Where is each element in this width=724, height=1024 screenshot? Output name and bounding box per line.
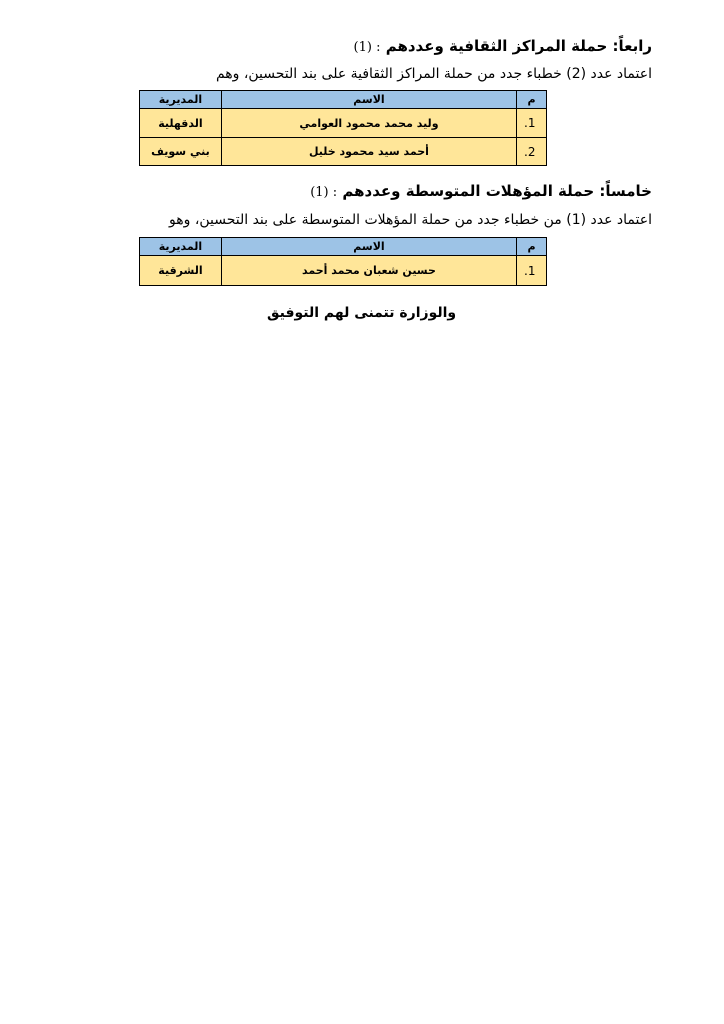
- header-index: م: [517, 238, 547, 256]
- table-header-row: [140, 238, 547, 256]
- section4-count: : (1): [353, 40, 381, 55]
- section4-heading: [354, 36, 653, 58]
- section5-paragraph: اعتماد عدد (1) من خطباء جدد من حملة المؤهلات المتوسطة على بند التحسين، وهو: [169, 212, 652, 228]
- row-directorate: الدقهلية: [140, 109, 222, 138]
- table-row: [140, 256, 547, 286]
- header-directorate: المديرية: [140, 91, 222, 109]
- header-name: الاسم: [221, 91, 516, 109]
- row-index: 2.: [517, 138, 547, 166]
- header-name: الاسم: [221, 238, 516, 256]
- header-directorate: المديرية: [140, 238, 222, 256]
- section4-heading-label: رابعاً: [618, 37, 652, 55]
- table-row: [140, 138, 547, 166]
- section5-heading-text: : حملة المؤهلات المتوسطة وعددهم: [342, 182, 606, 200]
- section5-heading-label: خامساً: [605, 182, 652, 200]
- row-name: أحمد سيد محمود خليل: [221, 138, 516, 166]
- section5-heading: [310, 181, 652, 203]
- section5-count: : (1): [310, 185, 338, 200]
- section4-table: [139, 90, 547, 166]
- row-directorate: بني سويف: [140, 138, 222, 166]
- header-index: م: [517, 91, 547, 109]
- row-index: 1.: [517, 109, 547, 138]
- closing-line: والوزارة تتمنى لهم التوفيق: [267, 305, 457, 321]
- section5-table: [139, 237, 547, 286]
- table-header-row: [140, 91, 547, 109]
- row-name: حسين شعبان محمد أحمد: [221, 256, 516, 286]
- row-directorate: الشرقية: [140, 256, 222, 286]
- table-row: [140, 109, 547, 138]
- section4-paragraph: اعتماد عدد (2) خطباء جدد من حملة المراكز الثقافية على بند التحسين، وهم: [215, 66, 652, 82]
- section4-heading-text: : حملة المراكز الثقافية وعددهم: [385, 37, 619, 55]
- row-name: وليد محمد محمود العوامي: [221, 109, 516, 138]
- row-index: 1.: [517, 256, 547, 286]
